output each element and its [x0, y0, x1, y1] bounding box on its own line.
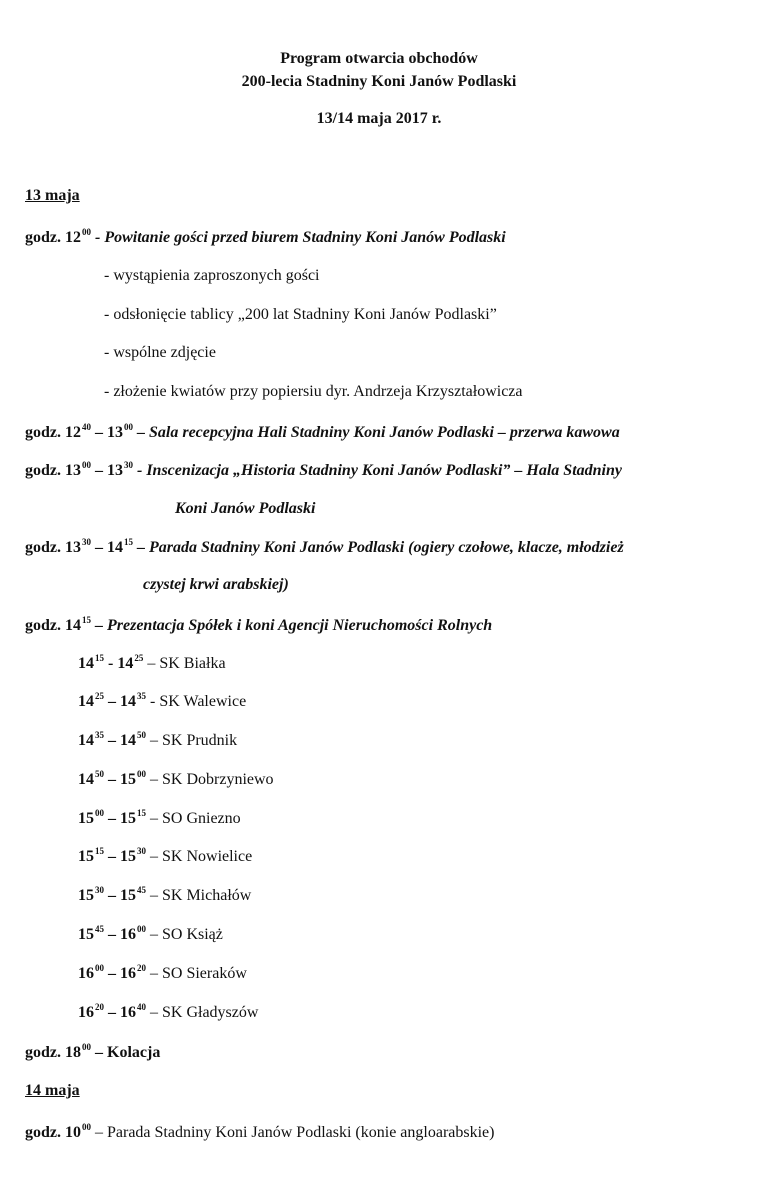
title-line-2: 200-lecia Stadniny Koni Janów Podlaski: [241, 73, 517, 90]
schedule-slot: $15^{15} - 15^{30}$ – SK Nowielice: [78, 846, 253, 865]
event-parade: [25, 539, 624, 557]
schedule-slot: $15^{30} - 15^{45}$ – SK Michałów: [78, 885, 252, 904]
schedule-slot: $15^{45} - 16^{00}$ – SO Książ: [78, 924, 223, 943]
day1-heading: 13 maja: [25, 187, 80, 204]
event-title-continuation: czystej krwi arabskiej): [143, 576, 289, 593]
title-line-1: Program otwarcia obchodów: [280, 50, 478, 67]
list-item: - odsłonięcie tablicy „200 lat Stadniny Koni Janów Podlaski”: [104, 306, 497, 323]
time-minutes: 30: [124, 460, 133, 470]
day2-heading: 14 maja: [25, 1082, 80, 1099]
event-presentation: [25, 617, 492, 635]
event-date: 13/14 maja 2017 r.: [316, 110, 442, 127]
list-item: - wspólne zdjęcie: [104, 344, 216, 361]
event-time: godz. 12: [25, 424, 81, 441]
time-minutes: 00: [124, 422, 133, 432]
time-minutes: 15: [124, 537, 133, 547]
event-welcome: [25, 229, 506, 247]
event-time-end: – 13: [91, 424, 123, 441]
time-minutes: 40: [82, 422, 91, 432]
event-title: – Parada Stadniny Koni Janów Podlaski (ogiery czołowe, klacze, młodzież: [133, 539, 624, 556]
event-title: – Kolacja: [91, 1044, 161, 1061]
event-title-continuation: Koni Janów Podlaski: [175, 500, 316, 517]
event-time: godz. 13: [25, 462, 81, 479]
event-title: - Inscenizacja „Historia Stadniny Koni Janów Podlaski” – Hala Stadniny: [133, 462, 622, 479]
list-item: - złożenie kwiatów przy popiersiu dyr. Andrzeja Krzyształowicza: [104, 383, 523, 400]
time-minutes: 15: [82, 615, 91, 625]
time-minutes: 00: [82, 1042, 91, 1052]
time-minutes: 30: [82, 537, 91, 547]
schedule-slot: $14^{25} - 14^{35}$ - SK Walewice: [78, 691, 247, 710]
event-time: godz. 18: [25, 1044, 81, 1061]
event-anglo-parade: [25, 1124, 494, 1142]
event-coffee-break: [25, 424, 620, 442]
event-title: - Powitanie gości przed biurem Stadniny Koni Janów Podlaski: [91, 229, 506, 246]
event-title: – Sala recepcyjna Hali Stadniny Koni Janów Podlaski – przerwa kawowa: [133, 424, 620, 441]
time-minutes: 00: [82, 227, 91, 237]
event-time: godz. 13: [25, 539, 81, 556]
event-staging: [25, 462, 622, 480]
event-time: godz. 12: [25, 229, 81, 246]
event-time: godz. 14: [25, 617, 81, 634]
event-time: godz. 10: [25, 1124, 81, 1141]
event-time-end: – 13: [91, 462, 123, 479]
event-title: – Parada Stadniny Koni Janów Podlaski (konie angloarabskie): [91, 1124, 495, 1141]
schedule-slot: $14^{35} - 14^{50}$ – SK Prudnik: [78, 730, 238, 749]
schedule-slot: $16^{20} - 16^{40}$ – SK Gładyszów: [78, 1002, 259, 1021]
schedule-slot: $14^{50} - 15^{00}$ – SK Dobrzyniewo: [78, 769, 274, 788]
schedule-slot: $16^{00} - 16^{20}$ – SO Sieraków: [78, 963, 247, 982]
event-time-end: – 14: [91, 539, 123, 556]
time-minutes: 00: [82, 1122, 91, 1132]
time-minutes: 00: [82, 460, 91, 470]
event-dinner: [25, 1044, 160, 1062]
event-title: – Prezentacja Spółek i koni Agencji Nieruchomości Rolnych: [91, 617, 493, 634]
list-item: - wystąpienia zaproszonych gości: [104, 267, 320, 284]
schedule-slot: $14^{15} - 14^{25}$ – SK Białka: [78, 653, 226, 672]
schedule-slot: $15^{00} - 15^{15}$ – SO Gniezno: [78, 808, 241, 827]
